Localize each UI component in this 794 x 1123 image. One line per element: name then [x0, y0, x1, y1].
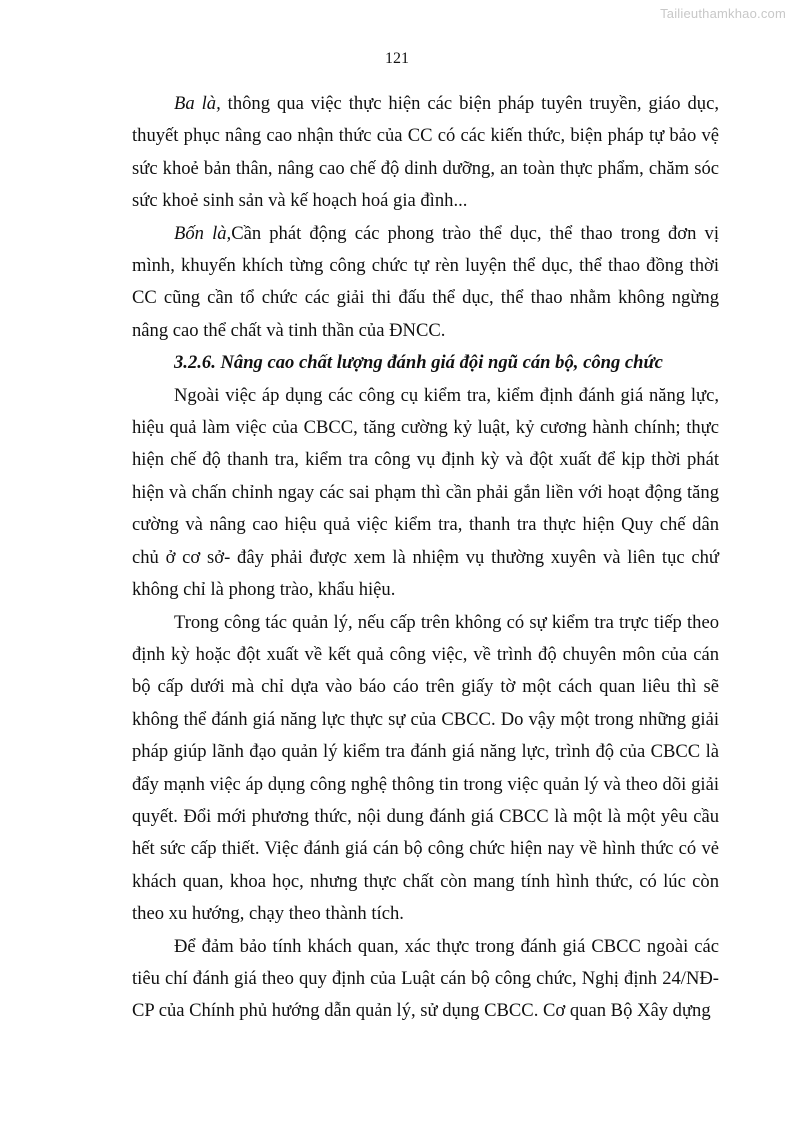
paragraph-text: Cần phát động các phong trào thể dục, thể thao trong đơn vị mình, khuyến khích từng công chức tự rèn luyện thể dục, thể thao đồng thời CC cũng cần tổ chức các giải thi đấu thể dục, thể thao nhằm không ngừng nâng cao thể chất và tinh thần của ĐNCC. — [132, 222, 719, 341]
paragraph-ba-la — [132, 88, 719, 218]
paragraph-body: Để đảm bảo tính khách quan, xác thực trong đánh giá CBCC ngoài các tiêu chí đánh giá theo quy định của Luật cán bộ công chức, Nghị định 24/NĐ-CP của Chính phủ hướng dẫn quản lý, sử dụng CBCC. Cơ quan Bộ Xây dựng — [132, 935, 719, 1022]
paragraph-body: Trong công tác quản lý, nếu cấp trên không có sự kiểm tra trực tiếp theo định kỳ hoặc đột xuất về kết quả công việc, về trình độ chuyên môn của cán bộ cấp dưới mà chỉ dựa vào báo cáo trên giấy tờ một cách quan liêu thì sẽ không thể đánh giá năng lực thực sự của CBCC. Do vậy một trong những giải pháp giúp lãnh đạo quản lý kiểm tra đánh giá năng lực, trình độ của CBCC là đẩy mạnh việc áp dụng công nghệ thông tin trong việc quản lý và theo dõi giải quyết. Đổi mới phương thức, nội dung đánh giá CBCC là một là một yêu cầu hết sức cấp thiết. Việc đánh giá cán bộ công chức hiện nay về hình thức có vẻ khách quan, khoa học, nhưng thực chất còn mang tính hình thức, có lúc còn theo xu hướng, chạy theo thành tích. — [132, 611, 719, 925]
document-body — [132, 88, 719, 1028]
paragraph-lead: Bốn là, — [174, 222, 232, 244]
paragraph-text: thông qua việc thực hiện các biện pháp tuyên truyền, giáo dục, thuyết phục nâng cao nhận thức của CC có các kiến thức, biện pháp tự bảo vệ sức khoẻ bản thân, nâng cao chế độ dinh dưỡng, an toàn thực phẩm, chăm sóc sức khoẻ sinh sản và kế hoạch hoá gia đình... — [132, 93, 719, 212]
paragraph-lead: Ba là, — [174, 93, 221, 114]
section-heading: 3.2.6. Nâng cao chất lượng đánh giá đội ngũ cán bộ, công chức — [174, 352, 663, 374]
paragraph-body: Ngoài việc áp dụng các công cụ kiểm tra, kiểm định đánh giá năng lực, hiệu quả làm việc của CBCC, tăng cường kỷ luật, kỷ cương hành chính; thực hiện chế độ thanh tra, kiểm tra công vụ định kỳ và đột xuất để kịp thời phát hiện và chấn chỉnh ngay các sai phạm thì cần phải gắn liền với hoạt động tăng cường và nâng cao hiệu quả việc kiểm tra, thanh tra thực hiện Quy chế dân chủ ở cơ sở- đây phải được xem là nhiệm vụ thường xuyên và liên tục chứ không chỉ là phong trào, khẩu hiệu. — [132, 384, 719, 601]
paragraph-bon-la — [132, 218, 719, 348]
page-number: 121 — [385, 50, 409, 67]
watermark: Tailieuthamkhao.com — [660, 6, 786, 21]
